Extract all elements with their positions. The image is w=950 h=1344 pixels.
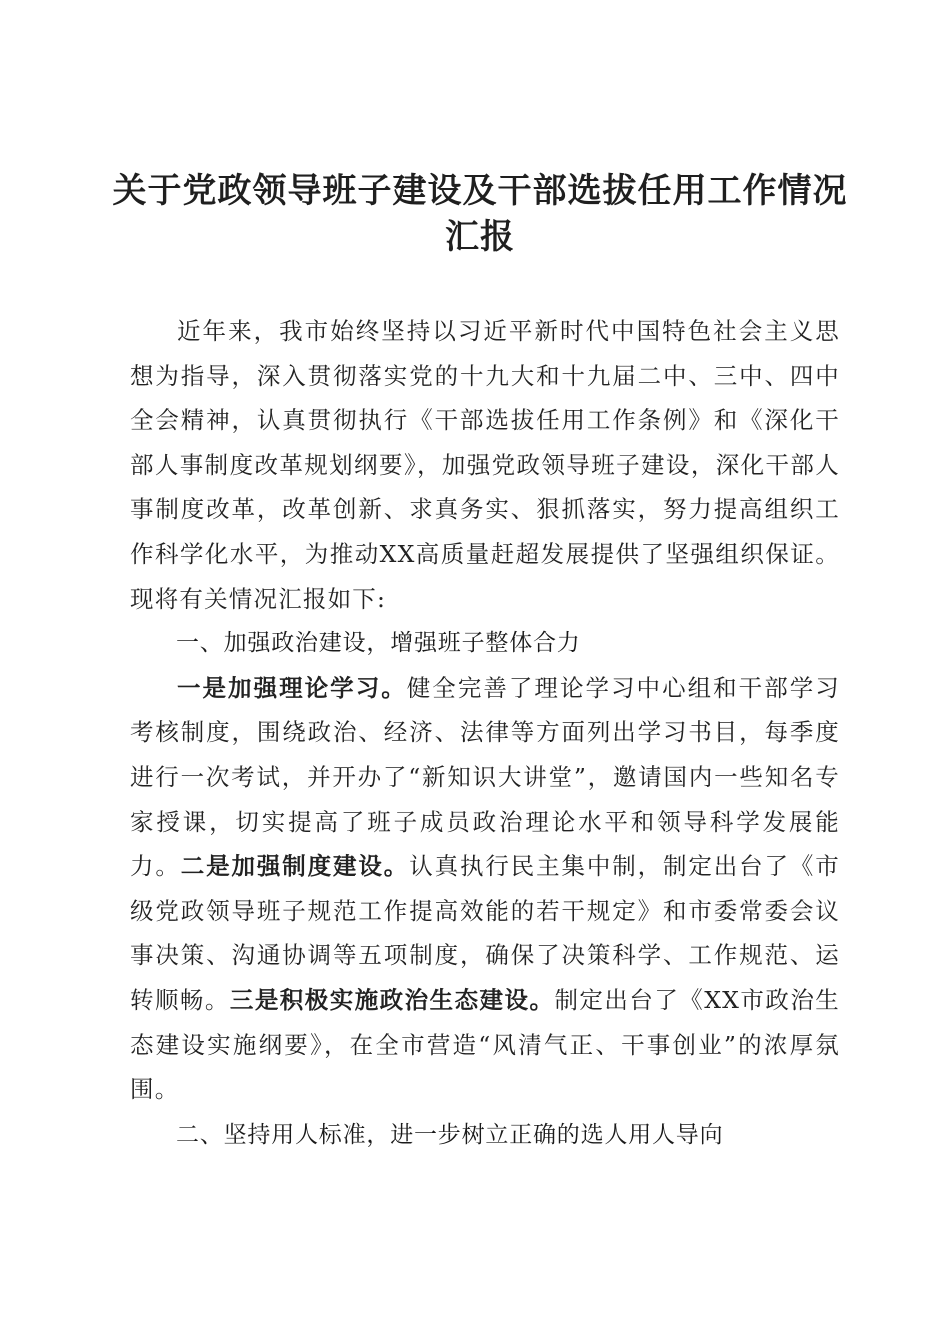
section-1-heading: 一、加强政治建设，增强班子整体合力 <box>176 630 581 657</box>
section-1-paragraph <box>130 666 840 1112</box>
point-1-title: 一是加强理论学习。 <box>177 673 407 702</box>
section-2-heading: 二、坚持用人标准，进一步树立正确的选人用人导向 <box>176 1122 724 1148</box>
document-body-section-2 <box>130 1113 840 1158</box>
point-3-title: 三是积极实施政治生态建设。 <box>229 985 555 1014</box>
point-2-text: 认真执行民主集中制，制定出台了《市级党政领导班子规范工作提高效能的若干规定》和市委常委会议事决策、沟通协调等五项制度，确保了决策科学、工作规范、运转顺畅。 <box>130 852 840 1014</box>
point-3-text: 制定出台了《XX市政治生态建设实施纲要》，在全市营造“风清气正、干事创业”的浓厚氛围。 <box>130 985 840 1104</box>
intro-paragraph: 近年来，我市始终坚持以习近平新时代中国特色社会主义思想为指导，深入贯彻落实党的十九大和十九届二中、三中、四中全会精神，认真贯彻执行《干部选拔任用工作条例》和《深化干部人事制度改革规划纲要》，加强党政领导班子建设，深化干部人事制度改革，改革创新、求真务实、狠抓落实，努力提高组织工作科学化水平，为推动XX高质量赶超发展提供了坚强组织保证。现将有关情况汇报如下: <box>130 317 840 613</box>
point-2-title: 二是加强制度建设。 <box>180 852 410 881</box>
point-1-text: 健全完善了理论学习中心组和干部学习考核制度，围绕政治、经济、法律等方面列出学习书目，每季度进行一次考试，并开办了“新知识大讲堂”，邀请国内一些知名专家授课，切实提高了班子成员政治理论水平和领导科学发展能力。 <box>130 673 840 881</box>
document-title: 关于党政领导班子建设及干部选拔任用工作情况汇报 <box>112 171 848 257</box>
document-body <box>130 309 840 1112</box>
